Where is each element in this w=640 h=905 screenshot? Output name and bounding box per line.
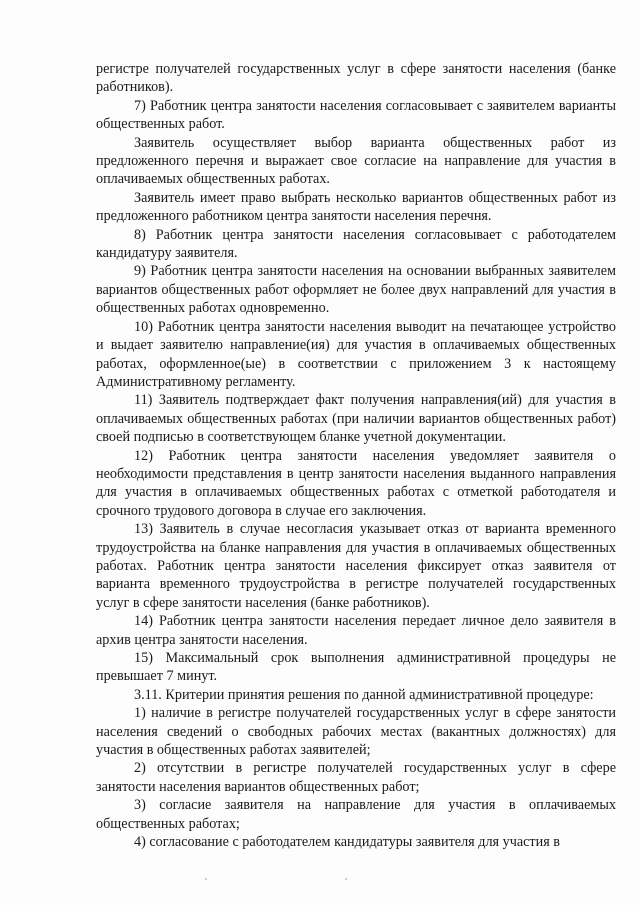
paragraph-continuation: регистре получателей государственных услуг в сфере занятости населения (банке работников).	[96, 61, 616, 96]
paragraph-section-3-11: 3.11. Критерии принятия решения по данной административной процедуре:	[134, 686, 594, 703]
scan-speck	[205, 878, 207, 880]
paragraph-criterion-3: 3) согласие заявителя на направление для участия в оплачиваемых общественных работах;	[96, 797, 616, 832]
paragraph-criterion-1: 1) наличие в регистре получателей государственных услуг в сфере занятости населения сведений о свободных рабочих местах (вакантных должностях) для участия в общественных работах заявителей;	[96, 705, 616, 759]
paragraph-applicant-choice: Заявитель осуществляет выбор варианта общественных работ из предложенного перечня и выражает свое согласие на направление для участия в оплачиваемых общественных работах.	[96, 134, 616, 188]
paragraph-item-8: 8) Работник центра занятости населения согласовывает с работодателем кандидатуру заявителя.	[96, 226, 616, 262]
paragraph-criterion-4: 4) согласование с работодателем кандидатуры заявителя для участия в	[134, 834, 560, 851]
paragraph-item-14: 14) Работник центра занятости населения передает личное дело заявителя в архив центра занятости населения.	[96, 613, 616, 648]
paragraph-applicant-right: Заявитель имеет право выбрать несколько вариантов общественных работ из предложенного работником центра занятости населения перечня.	[96, 189, 616, 225]
paragraph-criterion-2: 2) отсутствии в регистре получателей государственных услуг в сфере занятости населения вариантов общественных работ;	[96, 760, 616, 795]
paragraph-item-9: 9) Работник центра занятости населения на основании выбранных заявителем вариантов общественных работ оформляет не более двух направлений для участия в общественных работах одновременно.	[96, 263, 616, 317]
document-body	[96, 60, 616, 851]
paragraph-item-15: 15) Максимальный срок выполнения административной процедуры не превышает 7 минут.	[96, 650, 616, 685]
paragraph-item-12: 12) Работник центра занятости населения уведомляет заявителя о необходимости представления в центр занятости населения выданного направления для участия в оплачиваемых общественных работах с отметкой работодателя и срочного трудового договора в случае его заключения.	[96, 447, 616, 519]
paragraph-item-13: 13) Заявитель в случае несогласия указывает отказ от варианта временного трудоустройства на бланке направления для участия в оплачиваемых общественных работах. Работник центра занятости населения фиксирует отказ заявителя от варианта временного трудоустройства в регистре получателей государственных услуг в сфере занятости населения (банке работников).	[96, 521, 616, 611]
paragraph-item-10: 10) Работник центра занятости населения выводит на печатающее устройство и выдает заявителю направление(ия) для участия в оплачиваемых общественных работах, оформленное(ые) в соответствии с приложением 3 к настоящему Административному регламенту.	[96, 318, 616, 390]
paragraph-item-11: 11) Заявитель подтверждает факт получения направления(ий) для участия в оплачиваемых общественных работах (при наличии вариантов общественных работ) своей подписью в соответствующем бланке учетной документации.	[96, 392, 616, 446]
paragraph-item-7: 7) Работник центра занятости населения согласовывает с заявителем варианты общественных работ.	[96, 97, 616, 133]
scan-speck	[345, 878, 347, 880]
